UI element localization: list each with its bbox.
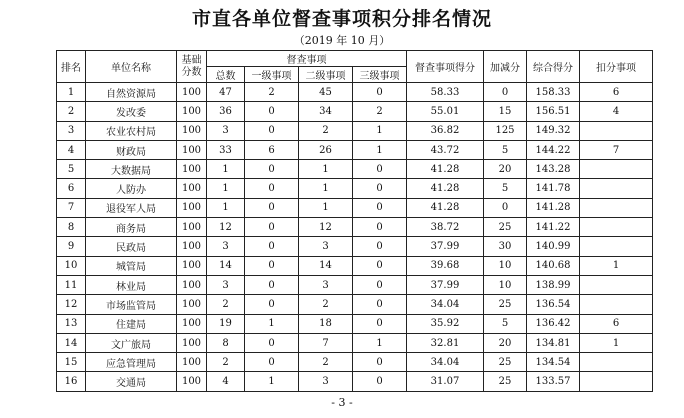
level2-cell: 1 [299,179,353,198]
header-base-score: 基础分数 [177,51,207,83]
header-total: 总数 [207,67,245,83]
table-row [57,295,653,314]
supervision-score-cell: 43.72 [407,140,484,159]
base-score-cell: 100 [177,83,207,102]
supervision-score-cell: 32.81 [407,333,484,352]
deduction-cell [580,179,653,198]
table-row [57,333,653,352]
table-body [57,83,653,392]
base-score-cell: 100 [177,218,207,237]
base-score-cell: 100 [177,237,207,256]
deduction-cell [580,237,653,256]
composite-score-cell: 136.54 [527,295,580,314]
level2-cell: 3 [299,237,353,256]
bonus-cell: 20 [484,333,527,352]
rank-cell: 5 [57,160,86,179]
total-cell: 1 [207,198,245,217]
table-header [57,51,653,83]
base-score-cell: 100 [177,333,207,352]
level2-cell: 3 [299,372,353,391]
bonus-cell: 25 [484,295,527,314]
table-row [57,160,653,179]
unit-name-cell: 文广旅局 [86,333,177,352]
deduction-cell: 6 [580,314,653,333]
total-cell: 4 [207,372,245,391]
composite-score-cell: 141.22 [527,218,580,237]
base-score-cell: 100 [177,295,207,314]
level2-cell: 14 [299,256,353,275]
level3-cell: 0 [353,275,407,294]
total-cell: 3 [207,121,245,140]
composite-score-cell: 144.22 [527,140,580,159]
total-cell: 1 [207,160,245,179]
bonus-cell: 0 [484,198,527,217]
composite-score-cell: 140.99 [527,237,580,256]
header-deduction: 扣分事项 [580,51,653,83]
supervision-score-cell: 41.28 [407,198,484,217]
level2-cell: 7 [299,333,353,352]
composite-score-cell: 156.51 [527,102,580,121]
base-score-cell: 100 [177,160,207,179]
supervision-score-cell: 37.99 [407,275,484,294]
bonus-cell: 0 [484,83,527,102]
base-score-cell: 100 [177,121,207,140]
unit-name-cell: 林业局 [86,275,177,294]
supervision-score-cell: 38.72 [407,218,484,237]
bonus-cell: 10 [484,256,527,275]
base-score-cell: 100 [177,353,207,372]
rank-cell: 3 [57,121,86,140]
level1-cell: 0 [245,179,299,198]
total-cell: 36 [207,102,245,121]
level1-cell: 0 [245,102,299,121]
rank-cell: 6 [57,179,86,198]
level1-cell: 6 [245,140,299,159]
table-row [57,372,653,391]
supervision-score-cell: 34.04 [407,295,484,314]
level3-cell: 0 [353,295,407,314]
base-score-cell: 100 [177,102,207,121]
deduction-cell [580,121,653,140]
unit-name-cell: 财政局 [86,140,177,159]
total-cell: 8 [207,333,245,352]
ranking-table [56,50,653,392]
document-title: 市直各单位督查事项积分排名情况 [191,8,492,30]
base-score-cell: 100 [177,314,207,333]
level2-cell: 34 [299,102,353,121]
rank-cell: 14 [57,333,86,352]
total-cell: 19 [207,314,245,333]
bonus-cell: 25 [484,372,527,391]
unit-name-cell: 交通局 [86,372,177,391]
bonus-cell: 10 [484,275,527,294]
table-row [57,179,653,198]
level1-cell: 0 [245,160,299,179]
rank-cell: 12 [57,295,86,314]
level1-cell: 0 [245,256,299,275]
level2-cell: 1 [299,160,353,179]
base-score-cell: 100 [177,198,207,217]
total-cell: 2 [207,295,245,314]
level3-cell: 0 [353,198,407,217]
deduction-cell: 1 [580,256,653,275]
unit-name-cell: 住建局 [86,314,177,333]
supervision-score-cell: 41.28 [407,160,484,179]
level1-cell: 2 [245,83,299,102]
level1-cell: 1 [245,372,299,391]
table-row [57,83,653,102]
base-score-cell: 100 [177,275,207,294]
level3-cell: 0 [353,160,407,179]
total-cell: 1 [207,179,245,198]
base-score-cell: 100 [177,140,207,159]
total-cell: 14 [207,256,245,275]
unit-name-cell: 应急管理局 [86,353,177,372]
composite-score-cell: 141.28 [527,198,580,217]
bonus-cell: 15 [484,102,527,121]
deduction-cell: 6 [580,83,653,102]
table-row [57,237,653,256]
base-score-cell: 100 [177,372,207,391]
composite-score-cell: 134.54 [527,353,580,372]
level1-cell: 0 [245,237,299,256]
unit-name-cell: 民政局 [86,237,177,256]
table-row [57,275,653,294]
bonus-cell: 25 [484,353,527,372]
composite-score-cell: 143.28 [527,160,580,179]
bonus-cell: 5 [484,314,527,333]
deduction-cell [580,295,653,314]
rank-cell: 8 [57,218,86,237]
supervision-score-cell: 34.04 [407,353,484,372]
unit-name-cell: 城管局 [86,256,177,275]
total-cell: 3 [207,275,245,294]
level1-cell: 0 [245,295,299,314]
table-row [57,121,653,140]
unit-name-cell: 大数据局 [86,160,177,179]
rank-cell: 7 [57,198,86,217]
level1-cell: 0 [245,121,299,140]
deduction-cell: 1 [580,333,653,352]
page-number: - 3 - [331,396,353,409]
unit-name-cell: 发改委 [86,102,177,121]
deduction-cell [580,353,653,372]
header-supervision-group: 督查事项 [207,51,407,67]
level3-cell: 0 [353,83,407,102]
deduction-cell: 7 [580,140,653,159]
header-unit: 单位名称 [86,51,177,83]
table-row [57,140,653,159]
level3-cell: 0 [353,237,407,256]
level2-cell: 45 [299,83,353,102]
supervision-score-cell: 41.28 [407,179,484,198]
level1-cell: 0 [245,333,299,352]
supervision-score-cell: 37.99 [407,237,484,256]
rank-cell: 11 [57,275,86,294]
composite-score-cell: 136.42 [527,314,580,333]
rank-cell: 9 [57,237,86,256]
level2-cell: 26 [299,140,353,159]
composite-score-cell: 141.78 [527,179,580,198]
level3-cell: 2 [353,102,407,121]
composite-score-cell: 133.57 [527,372,580,391]
composite-score-cell: 140.68 [527,256,580,275]
header-bonus: 加减分 [484,51,527,83]
level2-cell: 2 [299,121,353,140]
supervision-score-cell: 31.07 [407,372,484,391]
level2-cell: 1 [299,198,353,217]
header-level2: 二级事项 [299,67,353,83]
unit-name-cell: 农业农村局 [86,121,177,140]
supervision-score-cell: 58.33 [407,83,484,102]
level2-cell: 2 [299,295,353,314]
deduction-cell [580,198,653,217]
supervision-score-cell: 36.82 [407,121,484,140]
table-row [57,256,653,275]
unit-name-cell: 商务局 [86,218,177,237]
header-rank: 排名 [57,51,86,83]
supervision-score-cell: 35.92 [407,314,484,333]
supervision-score-cell: 39.68 [407,256,484,275]
composite-score-cell: 134.81 [527,333,580,352]
base-score-cell: 100 [177,256,207,275]
bonus-cell: 20 [484,160,527,179]
level3-cell: 0 [353,353,407,372]
rank-cell: 4 [57,140,86,159]
level2-cell: 12 [299,218,353,237]
level3-cell: 0 [353,218,407,237]
rank-cell: 1 [57,83,86,102]
rank-cell: 10 [57,256,86,275]
level2-cell: 2 [299,353,353,372]
total-cell: 33 [207,140,245,159]
level3-cell: 1 [353,140,407,159]
unit-name-cell: 人防办 [86,179,177,198]
level3-cell: 1 [353,121,407,140]
bonus-cell: 5 [484,140,527,159]
total-cell: 47 [207,83,245,102]
level1-cell: 0 [245,275,299,294]
table-row [57,314,653,333]
total-cell: 12 [207,218,245,237]
rank-cell: 13 [57,314,86,333]
composite-score-cell: 158.33 [527,83,580,102]
table-row [57,198,653,217]
bonus-cell: 5 [484,179,527,198]
total-cell: 2 [207,353,245,372]
bonus-cell: 125 [484,121,527,140]
unit-name-cell: 退役军人局 [86,198,177,217]
base-score-cell: 100 [177,179,207,198]
table-row [57,353,653,372]
header-level3: 三级事项 [353,67,407,83]
table-row [57,218,653,237]
deduction-cell [580,160,653,179]
header-composite: 综合得分 [527,51,580,83]
document-subtitle: （2019 年 10 月） [293,34,391,47]
rank-cell: 16 [57,372,86,391]
deduction-cell [580,372,653,391]
level3-cell: 0 [353,372,407,391]
bonus-cell: 25 [484,218,527,237]
deduction-cell [580,275,653,294]
composite-score-cell: 138.99 [527,275,580,294]
deduction-cell [580,218,653,237]
level1-cell: 0 [245,198,299,217]
level2-cell: 3 [299,275,353,294]
level1-cell: 0 [245,218,299,237]
header-level1: 一级事项 [245,67,299,83]
table-row [57,102,653,121]
rank-cell: 15 [57,353,86,372]
bonus-cell: 30 [484,237,527,256]
level3-cell: 1 [353,333,407,352]
level1-cell: 0 [245,353,299,372]
total-cell: 3 [207,237,245,256]
rank-cell: 2 [57,102,86,121]
composite-score-cell: 149.32 [527,121,580,140]
supervision-score-cell: 55.01 [407,102,484,121]
unit-name-cell: 市场监管局 [86,295,177,314]
level3-cell: 0 [353,314,407,333]
level3-cell: 0 [353,256,407,275]
level1-cell: 1 [245,314,299,333]
header-supervision-score: 督查事项得分 [407,51,484,83]
deduction-cell: 4 [580,102,653,121]
unit-name-cell: 自然资源局 [86,83,177,102]
level3-cell: 0 [353,179,407,198]
level2-cell: 18 [299,314,353,333]
